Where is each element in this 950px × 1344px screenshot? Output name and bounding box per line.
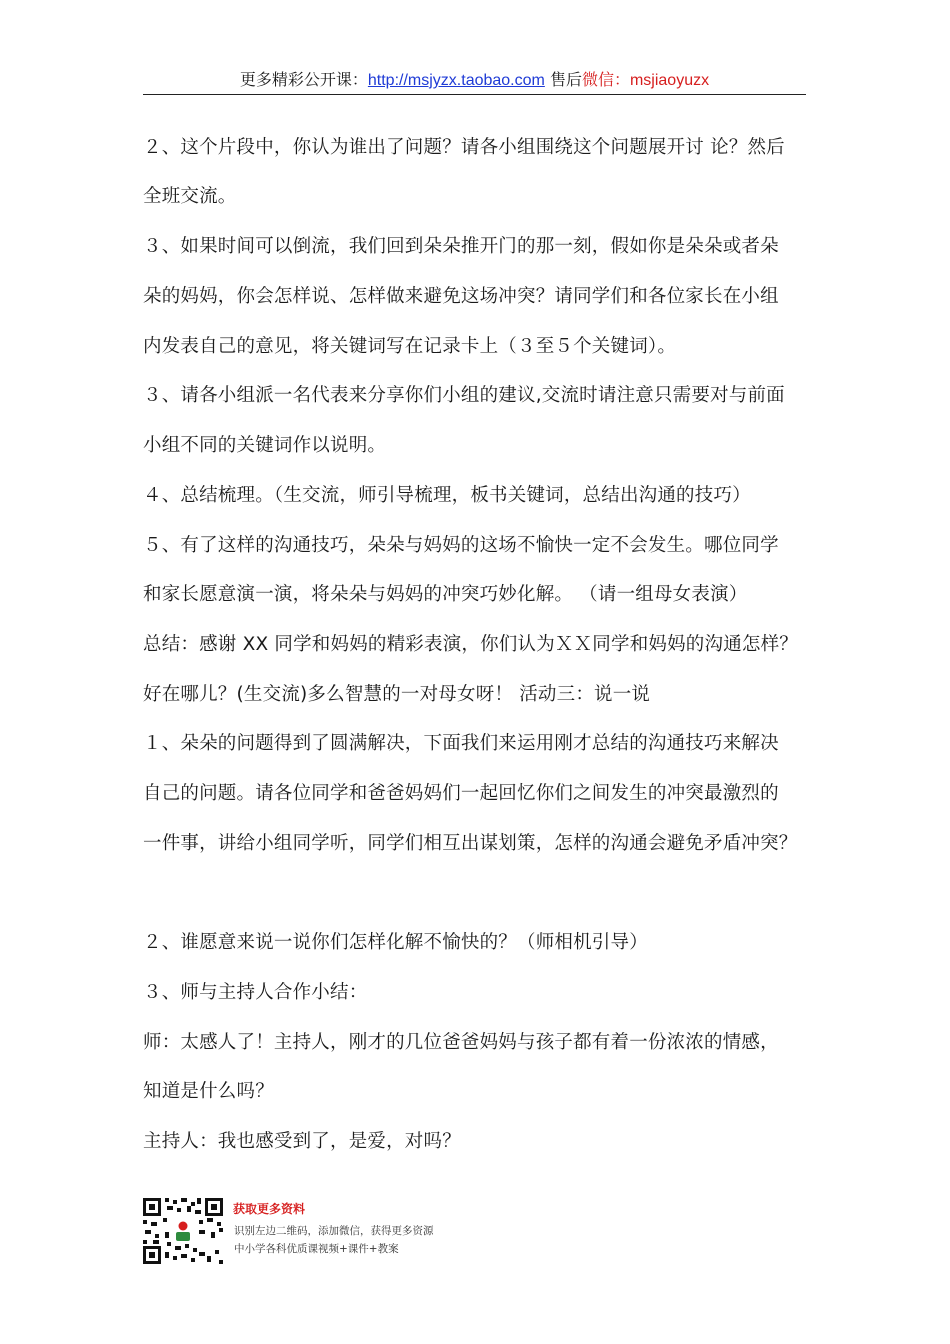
header-prefix: 更多精彩公开课： — [239, 70, 368, 89]
footer-promo — [141, 1196, 541, 1266]
body-line: ２、谁愿意来说一说你们怎样化解不愉快的？（师相机引导） — [143, 932, 648, 953]
page-header — [143, 68, 806, 93]
footer-title: 获取更多资料 — [233, 1202, 306, 1216]
header-shop-link[interactable]: http://msjyzx.taobao.com — [367, 72, 545, 89]
body-line: 好在哪儿？(生交流)多么智慧的一对母女呀！ 活动三：说一说 — [143, 684, 651, 705]
header-rule — [143, 94, 806, 95]
body-line: 主持人：我也感受到了，是爱，对吗？ — [143, 1131, 461, 1152]
body-line: 全班交流。 — [143, 186, 237, 207]
header-after-sale: 售后 — [544, 70, 582, 89]
body-line: 自己的问题。请各位同学和爸爸妈妈们一起回忆你们之间发生的冲突最激烈的 — [143, 783, 779, 804]
body-line: １、朵朵的问题得到了圆满解决，下面我们来运用刚才总结的沟通技巧来解决 — [143, 733, 779, 754]
body-line: 一件事，讲给小组同学听，同学们相互出谋划策，怎样的沟通会避免矛盾冲突？ — [143, 833, 798, 854]
header-wechat-id: msjiaoyuzx — [629, 72, 710, 89]
header-wechat-label: 微信： — [581, 70, 630, 89]
body-line: 内发表自己的意见，将关键词写在记录卡上（３至５个关键词）。 — [143, 336, 677, 357]
body-line: 和家长愿意演一演，将朵朵与妈妈的冲突巧妙化解。 （请一组母女表演） — [143, 584, 748, 605]
body-line: 总结：感谢 XX 同学和妈妈的精彩表演，你们认为ＸＸ同学和妈妈的沟通怎样？ — [143, 634, 799, 655]
body-line: ２、这个片段中，你认为谁出了问题？请各小组围绕这个问题展开讨 论？然后 — [143, 137, 785, 158]
footer-line-2: 中小学各科优质课视频+课件+教案 — [234, 1243, 399, 1255]
body-line: 朵的妈妈，你会怎样说、怎样做来避免这场冲突？请同学们和各位家长在小组 — [143, 286, 779, 307]
body-line: 知道是什么吗？ — [143, 1081, 274, 1102]
body-line: ３、请各小组派一名代表来分享你们小组的建议,交流时请注意只需要对与前面 — [143, 385, 785, 406]
body-line: ４、总结梳理。（生交流，师引导梳理，板书关键词，总结出沟通的技巧） — [143, 485, 751, 506]
body-line: ３、如果时间可以倒流，我们回到朵朵推开门的那一刻，假如你是朵朵或者朵 — [143, 236, 779, 257]
body-line: 小组不同的关键词作以说明。 — [143, 435, 387, 456]
body-line: 师：太感人了！主持人，刚才的几位爸爸妈妈与孩子都有着一份浓浓的情感， — [143, 1032, 779, 1053]
qr-code-icon[interactable] — [141, 1196, 225, 1266]
body-line: ５、有了这样的沟通技巧，朵朵与妈妈的这场不愉快一定不会发生。哪位同学 — [143, 535, 779, 556]
body-line: ３、师与主持人合作小结： — [143, 982, 368, 1003]
footer-line-1: 识别左边二维码，添加微信，获得更多资源 — [234, 1225, 434, 1237]
